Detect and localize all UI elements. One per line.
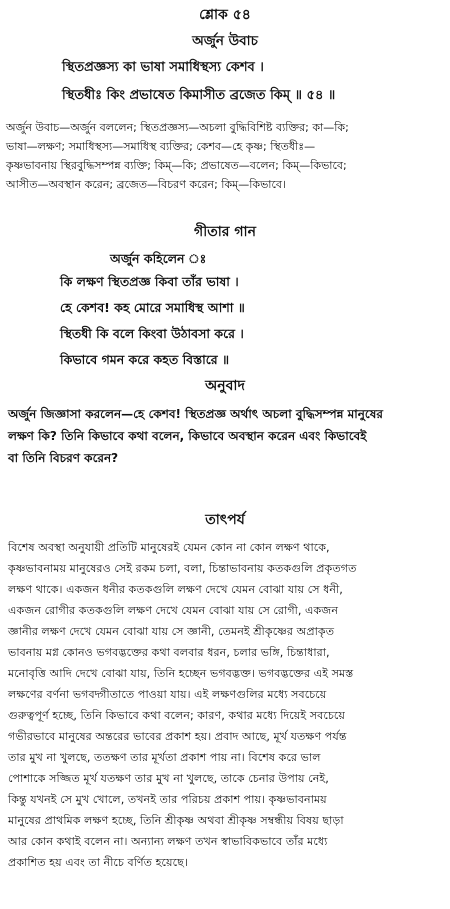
synonyms-line-3: কৃষ্ণভাবনায় স্থিরবুদ্ধিসম্পন্ন ব্যক্তি; কিম্—কি; প্রভাষেত—বলেন; কিম্—কিভাবে;	[6, 159, 347, 172]
purport-line-2: কৃষ্ণভাবনাময় মানুষেরও সেই রকম চলা, বলা, চিন্তাভাবনায় কতকগুলি প্রকৃতগত	[8, 562, 357, 575]
purport-line-6: ভাবনায় মগ্ন কোনও ভগবদ্ভক্তের কথা বলবার ধরন, চলার ভঙ্গি, চিন্তাধারা,	[8, 646, 330, 659]
translation-line-3: বা তিনি বিচরণ করেন?	[8, 451, 119, 465]
synonyms-block	[0, 118, 450, 194]
purport-line-9: গুরুত্বপূর্ণ হচ্ছে, তিনি কিভাবে কথা বলেন; কারণ, কথার মধ্যে দিয়েই সবচেয়ে	[8, 709, 345, 722]
speaker-heading: অর্জুন উবাচ	[192, 33, 258, 49]
purport-line-15: আর কোন কথাই বলেন না। অন্যান্য লক্ষণ তখন স্বাভাবিকভাবে তাঁর মধ্যে	[8, 835, 328, 848]
translation-block	[0, 403, 450, 469]
translation-line-2: লক্ষণ কি? তিনি কিভাবে কথা বলেন, কিভাবে অবস্থান করেন এবং কিভাবেই	[8, 429, 367, 443]
purport-line-13: কিন্তু যখনই সে মুখ খোলে, তখনই তার পরিচয় প্রকাশ পায়। কৃষ্ণভাবনাময়	[8, 793, 327, 806]
translation-heading: অনুবাদ	[205, 378, 245, 394]
synonyms-line-1: অর্জুন উবাচ—অর্জুন বললেন; স্থিতপ্রজ্ঞস্য—অচলা বুদ্ধিবিশিষ্ট ব্যক্তির; কা—কি;	[6, 121, 349, 134]
purport-line-10: গভীরভাবে মানুষের অন্তরের ভাবের প্রকাশ হয়। প্রবাদ আছে, মূর্খ যতক্ষণ পর্যন্ত	[8, 730, 347, 743]
synonyms-line-4: আসীত—অবস্থান করেন; ব্রজেত—বিচরণ করেন; কিম্—কিভাবে।	[6, 178, 286, 191]
shloka-heading: শ্লোক ৫৪	[199, 7, 251, 23]
translation-line-1: অর্জুন জিজ্ঞাসা করলেন—হে কেশব! স্থিতপ্রজ্ঞ অর্থাৎ অচলা বুদ্ধিসম্পন্ন মানুষের	[8, 407, 383, 421]
song-line-1: কি লক্ষণ স্থিতপ্রজ্ঞ কিবা তাঁর ভাষা ।	[60, 274, 239, 289]
purport-line-5: জ্ঞানীর লক্ষণ দেখে যেমন বোঝা যায় সে জ্ঞানী, তেমনই শ্রীকৃষ্ণের অপ্রাকৃত	[8, 625, 335, 638]
song-heading: গীতার গান	[194, 224, 256, 240]
purport-line-14: মানুষের প্রাথমিক লক্ষণ হচ্ছে, তিনি শ্রীকৃষ্ণ অথবা শ্রীকৃষ্ণ সম্বন্ধীয় বিষয় ছাড়া	[8, 814, 344, 827]
purport-line-1: বিশেষ অবস্থা অনুযায়ী প্রতিটি মানুষেরই যেমন কোন না কোন লক্ষণ থাকে,	[8, 541, 330, 554]
verse-line-1: স্থিতপ্রজ্ঞস্য কা ভাষা সমাধিস্থস্য কেশব ।	[62, 60, 264, 75]
purport-block	[0, 537, 450, 873]
purport-heading: তাৎপর্য	[205, 512, 245, 528]
song-line-2: হে কেশব! কহ মোরে সমাধিস্থ আশা ॥	[60, 300, 245, 315]
purport-line-4: একজন রোগীর কতকগুলি লক্ষণ দেখে যেমন বোঝা যায় সে রোগী, একজন	[8, 604, 338, 617]
synonyms-line-2: ভাষা—লক্ষণ; সমাধিস্থস্য—সমাধিস্থ ব্যক্তির; কেশব—হে কৃষ্ণ; স্থিতধীঃ—	[6, 140, 316, 153]
purport-line-12: পোশাকে সজ্জিত মূর্খ যতক্ষণ তার মুখ না খুলছে, তাকে চেনার উপায় নেই,	[8, 772, 329, 785]
purport-line-11: তার মুখ না খুলছে, ততক্ষণ তার মূর্খতা প্রকাশ পায় না। বিশেষ করে ভাল	[8, 751, 321, 764]
song-speaker: অর্জুন কহিলেন ঃ	[110, 251, 207, 266]
purport-line-8: লক্ষণের বর্ণনা ভগবদ্গীতাতে পাওয়া যায়। এই লক্ষণগুলির মধ্যে সবচেয়ে	[8, 688, 327, 701]
song-line-4: কিভাবে গমন করে কহত বিস্তারে ॥	[60, 352, 230, 367]
purport-line-16: প্রকাশিত হয় এবং তা নীচে বর্ণিত হয়েছে।	[8, 856, 188, 869]
purport-line-3: লক্ষণ থাকে। একজন ধনীর কতকগুলি লক্ষণ দেখে যেমন বোঝা যায় সে ধনী,	[8, 583, 343, 596]
verse-line-2: স্থিতধীঃ কিং প্রভাষেত কিমাসীত ব্রজেত কিম্ ॥ ৫৪ ॥	[62, 88, 336, 103]
purport-line-7: মনোবৃত্তি আদি দেখে বোঝা যায়, তিনি হচ্ছেন ভগবদ্ভক্ত। ভগবদ্ভক্তের এই সমস্ত	[8, 667, 354, 680]
song-line-3: স্থিতধী কি বলে কিংবা উঠাবসা করে ।	[60, 326, 244, 341]
